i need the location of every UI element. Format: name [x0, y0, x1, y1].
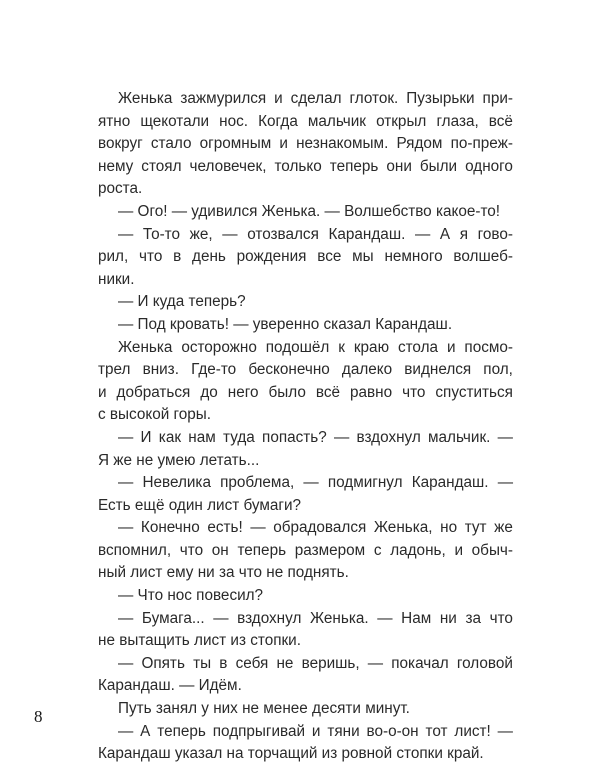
text-line: и добраться до него было всё равно что спуститься — [98, 383, 513, 401]
body-text — [98, 88, 513, 766]
text-line: — Конечно есть! — обрадовался Женька, но тут же — [118, 519, 513, 537]
text-line: — Что нос повесил? — [118, 587, 264, 605]
text-line: вокруг стало огромным и незнакомым. Рядом по-преж- — [98, 135, 513, 153]
text-line: ятно щекотали нос. Когда мальчик открыл глаза, всё — [98, 112, 513, 130]
text-line: — И куда теперь? — [118, 293, 246, 311]
text-line: — Под кровать! — уверенно сказал Карандаш. — [118, 315, 453, 333]
text-line: не вытащить лист из стопки. — [98, 632, 301, 650]
text-line: трел вниз. Где-то бесконечно далеко виднелся пол, — [98, 361, 513, 379]
text-line: — А теперь подпрыгивай и тяни во-о-он тот лист! — — [118, 722, 513, 740]
text-line: Женька зажмурился и сделал глоток. Пузырьки при- — [118, 90, 513, 107]
text-line: — То-то же, — отозвался Карандаш. — А я гово- — [118, 225, 513, 243]
text-line: Женька осторожно подошёл к краю стола и посмо- — [118, 338, 513, 356]
text-line: нему стоял человечек, только теперь они были одного — [98, 157, 513, 175]
text-line: — Невелика проблема, — подмигнул Карандаш. — — [118, 474, 513, 492]
text-line: Есть ещё один лист бумаги? — [98, 496, 302, 514]
text-line: роста. — [98, 180, 143, 198]
text-line: Карандаш. — Идём. — [98, 677, 242, 695]
text-line: — Опять ты в себя не веришь, — покачал головой — [118, 654, 513, 672]
text-line: ный лист ему ни за что не поднять. — [98, 564, 349, 582]
text-line: Путь занял у них не менее десяти минут. — [118, 700, 410, 718]
text-line: с высокой горы. — [98, 406, 212, 424]
text-line: — Бумага... — вздохнул Женька. — Нам ни за что — [118, 609, 513, 627]
page-number: 8 — [34, 707, 43, 726]
text-line: вспомнил, что он теперь размером с ладонь, и обыч- — [98, 541, 513, 559]
text-line: — Ого! — удивился Женька. — Волшебство какое-то! — [118, 202, 501, 220]
text-line: ники. — [98, 270, 135, 288]
text-line: Карандаш указал на торчащий из ровной стопки край. — [98, 745, 484, 763]
text-line: — И как нам туда попасть? — вздохнул мальчик. — — [118, 428, 513, 446]
text-line: Я же не умею летать... — [98, 451, 260, 469]
text-line: рил, что в день рождения все мы немного волшеб- — [98, 248, 513, 266]
